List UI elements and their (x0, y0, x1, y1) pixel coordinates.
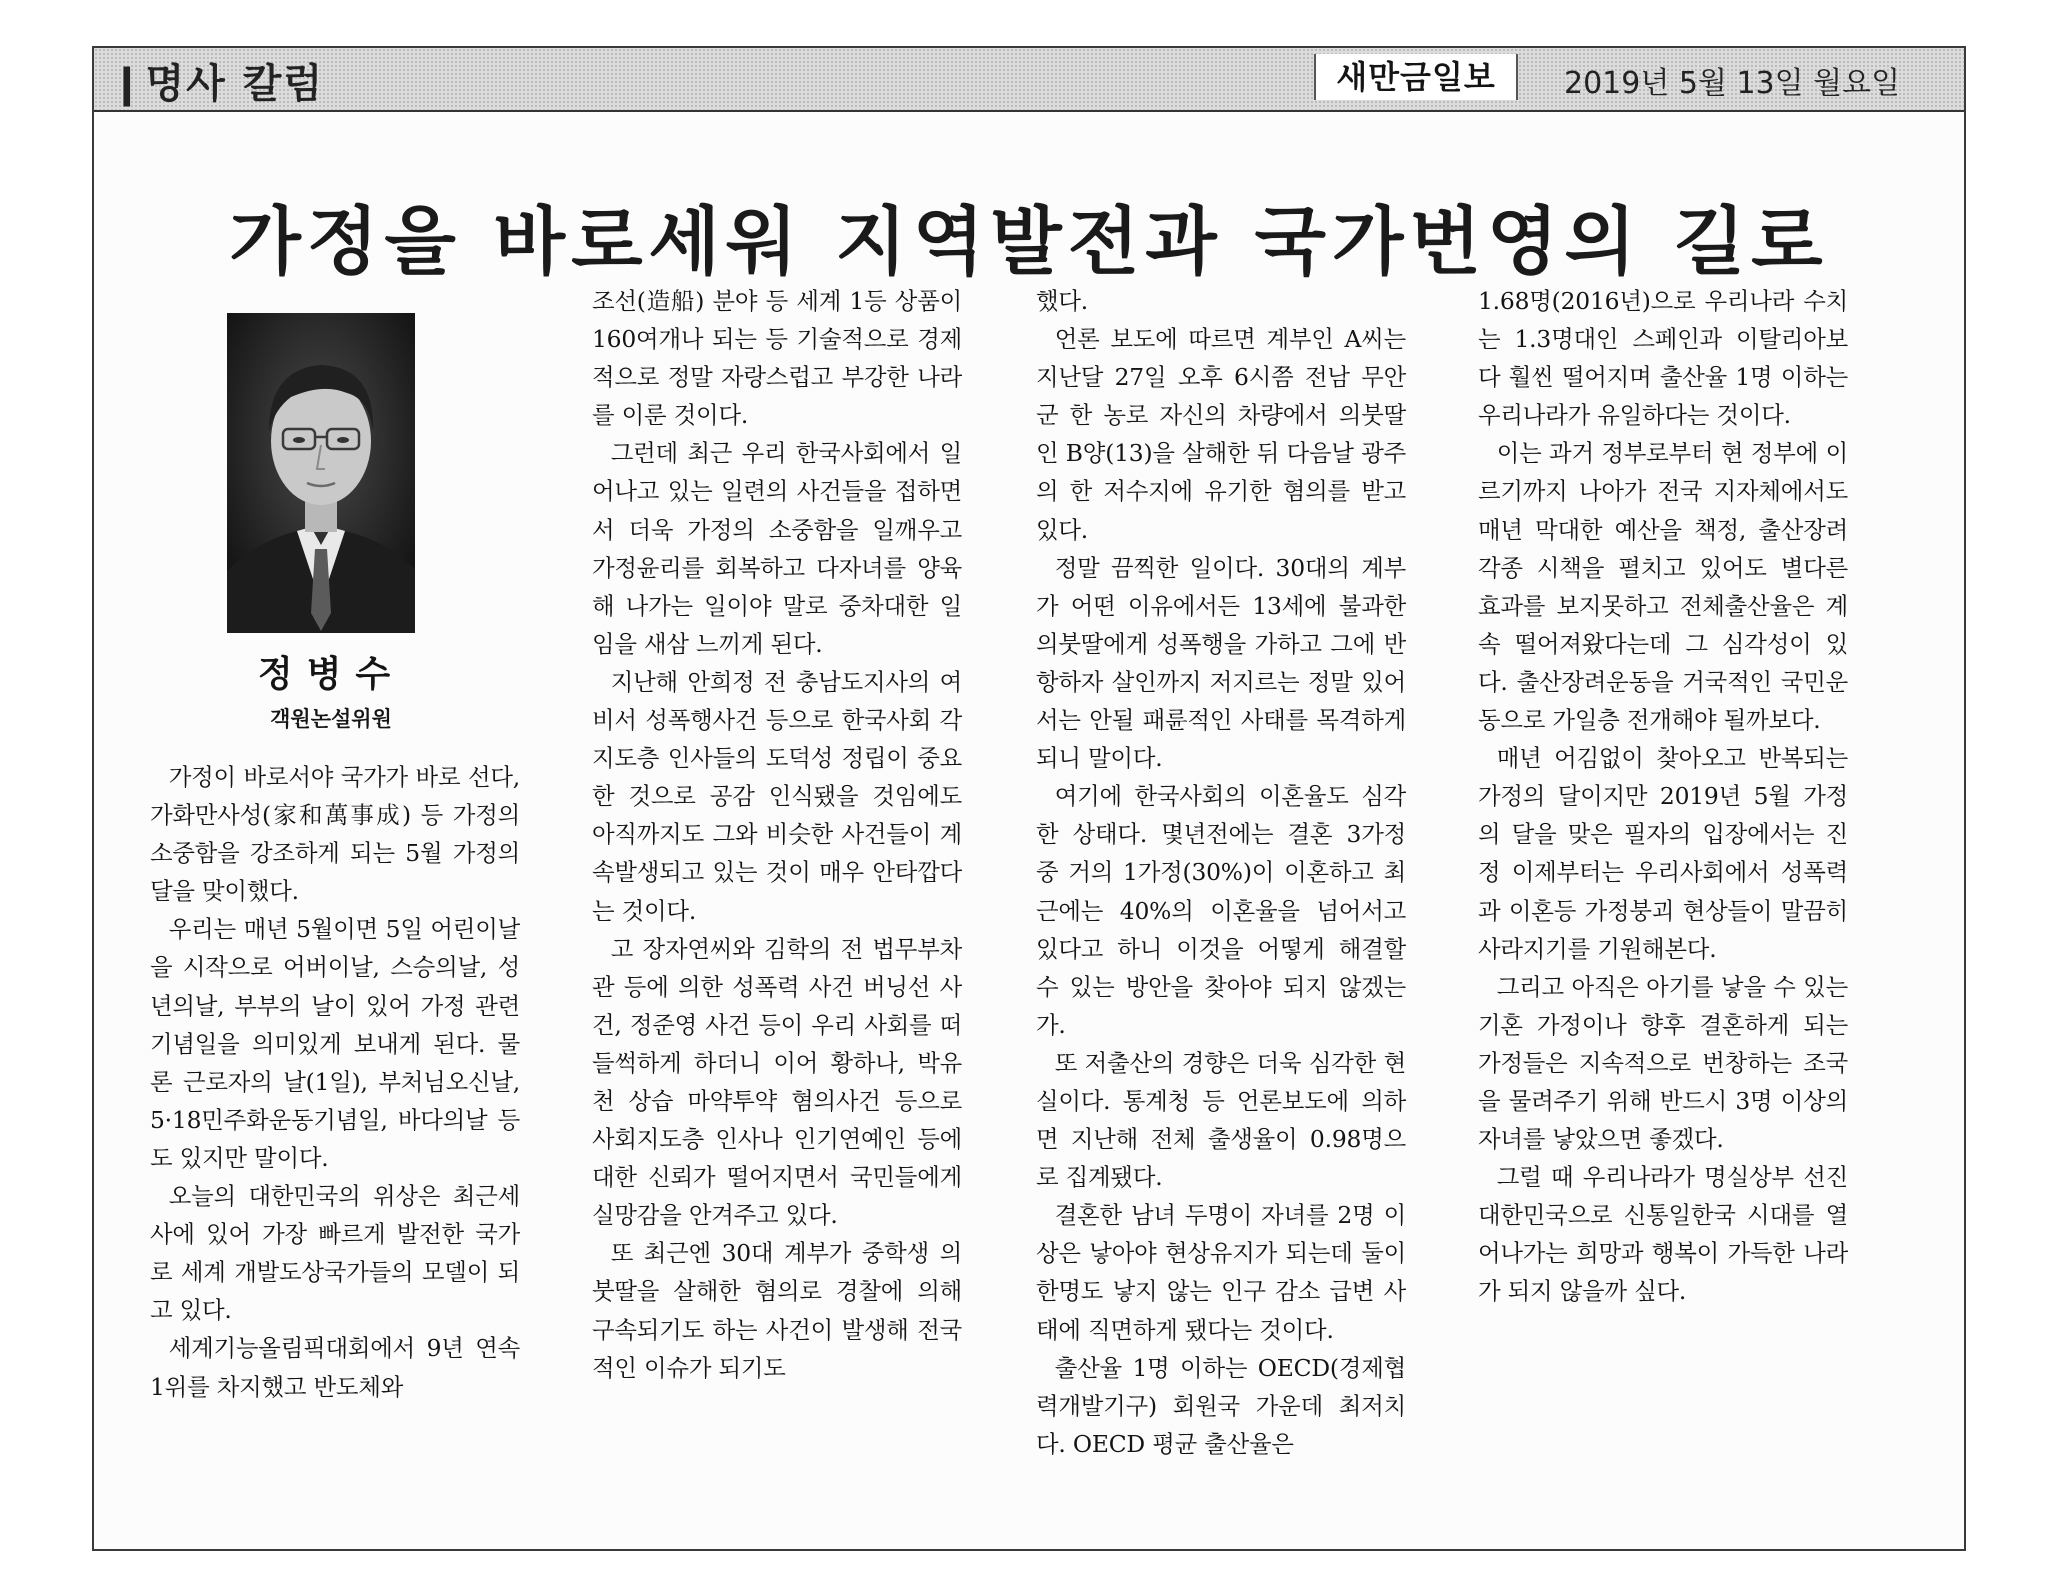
paragraph: 조선(造船) 분야 등 세계 1등 상품이 160여개나 되는 등 기술적으로 경제적으로 정말 자랑스럽고 부강한 나라를 이룬 것이다. (592, 287, 962, 430)
headline: 가정을 바로세워 지역발전과 국가번영의 길로 (229, 199, 1829, 285)
paragraph: 지난해 안희정 전 충남도지사의 여비서 성폭행사건 등으로 한국사회 각 지도층 인사들의 도덕성 정립이 중요한 것으로 공감 인식됐을 것임에도 아직까지도 그와 비슷한 사건들이 계속발생되고 있는 것이 매우 안타깝다는 것이다. (592, 667, 962, 925)
paragraph: 정말 끔찍한 일이다. 30대의 계부가 어떤 이유에서든 13세에 불과한 의붓딸에게 성폭행을 가하고 그에 반항하자 살인까지 저지르는 정말 있어서는 안될 패륜적인 사태를 목격하게 되니 말이다. (1036, 553, 1406, 773)
paragraph: 출산율 1명 이하는 OECD(경제협력개발기구) 회원국 가운데 최저치다. OECD 평균 출산율은 (1036, 1353, 1406, 1458)
paragraph: 또 최근엔 30대 계부가 중학생 의붓딸을 살해한 혐의로 경찰에 의해 구속되기도 하는 사건이 발생해 전국적인 이슈가 되기도 (592, 1239, 962, 1382)
article-column-1 (150, 758, 520, 1406)
article-frame (92, 46, 1966, 1551)
paragraph: 그럴 때 우리나라가 명실상부 선진 대한민국으로 신통일한국 시대를 열어나가는 희망과 행복이 가득한 나라가 되지 않을까 싶다. (1478, 1163, 1848, 1306)
paragraph: 그런데 최근 우리 한국사회에서 일어나고 있는 일련의 사건들을 접하면서 더욱 가정의 소중함을 일깨우고 가정윤리를 회복하고 다자녀를 양육해 나가는 일이야 말로 중차대한 일임을 새삼 느끼게 된다. (592, 439, 962, 658)
paragraph: 1.68명(2016년)으로 우리나라 수치는 1.3명대인 스페인과 이탈리아보다 훨씬 떨어지며 출산율 1명 이하는 우리나라가 유일하다는 것이다. (1478, 287, 1848, 430)
paragraph: 오늘의 대한민국의 위상은 최근세사에 있어 가장 빠르게 발전한 국가로 세계 개발도상국가들의 모델이 되고 있다. (150, 1182, 520, 1325)
article-column-3 (1036, 282, 1406, 1463)
section-label: ❙명사 칼럼 (110, 61, 325, 107)
paragraph: 이는 과거 정부로부터 현 정부에 이르기까지 나아가 전국 지자체에서도 매년 막대한 예산을 책정, 출산장려 각종 시책을 펼치고 있어도 별다른 효과를 보지못하고 전체출산율은 계속 떨어져왔다는데 그 심각성이 있다. 출산장려운동을 거국적인 국민운동으로 가일층 전개해야 될까보다. (1478, 439, 1848, 735)
paragraph: 세계기능올림픽대회에서 9년 연속 1위를 차지했고 반도체와 (150, 1334, 520, 1401)
paragraph: 언론 보도에 따르면 계부인 A씨는 지난달 27일 오후 6시쯤 전남 무안군 한 농로 자신의 차량에서 의붓딸인 B양(13)을 살해한 뒤 다음날 광주의 한 저수지에 유기한 혐의를 받고 있다. (1036, 325, 1406, 544)
paragraph: 했다. (1036, 287, 1089, 315)
paragraph: 또 저출산의 경향은 더욱 심각한 현실이다. 통계청 등 언론보도에 의하면 지난해 전체 출생율이 0.98명으로 집계됐다. (1036, 1048, 1406, 1192)
article-column-2 (592, 282, 962, 1387)
article-column-4 (1478, 282, 1848, 1311)
author-photo (227, 313, 415, 633)
author-portrait-image (227, 313, 415, 633)
paragraph: 여기에 한국사회의 이혼율도 심각한 상태다. 몇년전에는 결혼 3가정 중 거의 1가정(30%)이 이혼하고 최근에는 40%의 이혼율을 넘어서고 있다고 하니 이것을 어떻게 해결할 수 있는 방안을 찾아야 되지 않겠는가. (1036, 782, 1406, 1039)
paragraph: 매년 어김없이 찾아오고 반복되는 가정의 달이지만 2019년 5월 가정의 달을 맞은 필자의 입장에서는 진정 이제부터는 우리사회에서 성폭력과 이혼등 가정붕괴 현상들이 말끔히 사라지기를 기원해본다. (1478, 744, 1848, 963)
newspaper-header-bar (94, 48, 1964, 112)
author-title: 객원논설위원 (270, 707, 392, 731)
paragraph: 고 장자연씨와 김학의 전 법무부차관 등에 의한 성폭력 사건 버닝선 사건, 정준영 사건 등이 우리 사회를 떠들썩하게 하더니 이어 황하나, 박유천 상습 마약투약 혐의사건 등으로 사회지도층 인사나 인기연예인 등에 대한 신뢰가 떨어지면서 국민들에게 실망감을 안겨주고 있다. (592, 934, 962, 1230)
publication-date: 2019년 5월 13일 월요일 (1564, 66, 1901, 101)
paragraph: 그리고 아직은 아기를 낳을 수 있는 기혼 가정이나 향후 결혼하게 되는 가정들은 지속적으로 번창하는 조국을 물려주기 위해 반드시 3명 이상의 자녀를 낳았으면 좋겠다. (1478, 972, 1848, 1154)
newspaper-name: 새만금일보 (1314, 54, 1518, 100)
paragraph: 우리는 매년 5월이면 5일 어린이날을 시작으로 어버이날, 스승의날, 성년의날, 부부의 날이 있어 가정 관련 기념일을 의미있게 보내게 된다. 물론 근로자의 날(1일), 부처님오신날, 5·18민주화운동기념일, 바다의날 등도 있지만 말이다. (150, 915, 520, 1172)
paragraph: 가정이 바로서야 국가가 바로 선다, 가화만사성(家和萬事成) 등 가정의 소중함을 강조하게 되는 5월 가정의 달을 맞이했다. (150, 763, 520, 906)
author-name: 정병수 (257, 653, 405, 695)
paragraph: 결혼한 남녀 두명이 자녀를 2명 이상은 낳아야 현상유지가 되는데 둘이 한명도 낳지 않는 인구 감소 급변 사태에 직면하게 됐다는 것이다. (1036, 1201, 1406, 1344)
